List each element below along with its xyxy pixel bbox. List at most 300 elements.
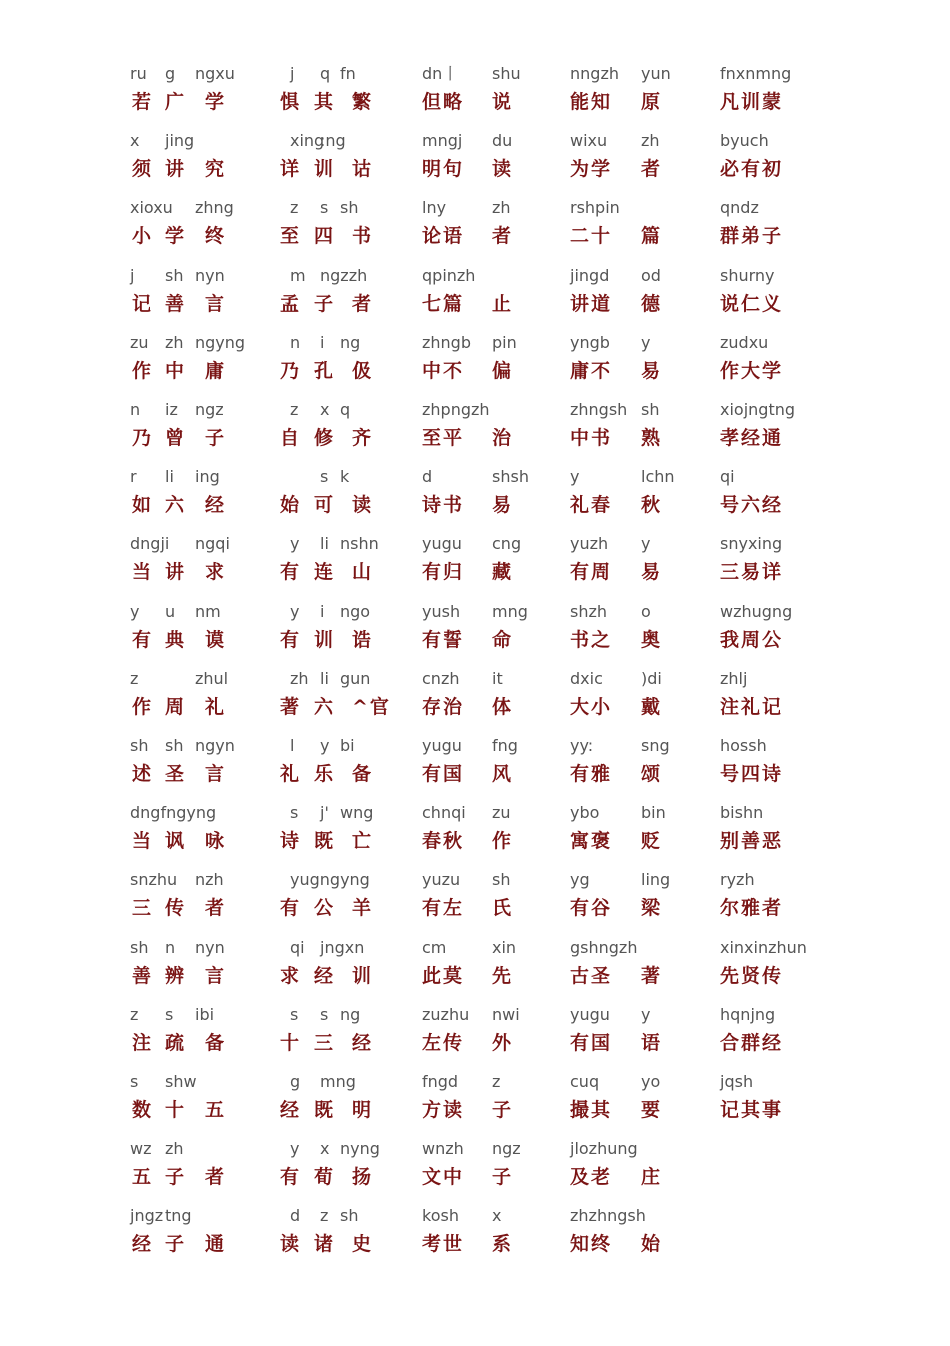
pinyin-text: sh — [130, 937, 149, 957]
hanzi-text: 大小 — [570, 695, 613, 718]
verse-row — [0, 400, 950, 467]
pinyin-text: jngz — [130, 1206, 164, 1226]
pinyin-text: ibi — [195, 1004, 215, 1024]
hanzi-text: 至平 — [422, 427, 465, 449]
pinyin-text: z — [290, 400, 299, 419]
pinyin-text: ling — [641, 870, 671, 890]
hanzi-text: 子 — [492, 1166, 514, 1189]
verse-row — [0, 938, 950, 1005]
hanzi-text: 易 — [641, 359, 663, 382]
hanzi-text: 公 — [314, 897, 336, 920]
pinyin-text: li — [320, 668, 329, 688]
verse-row — [0, 198, 950, 265]
hanzi-text: 讽 — [165, 830, 187, 853]
pinyin-text: fnxnmng — [720, 64, 792, 83]
hanzi-text: 别善恶 — [720, 830, 784, 853]
hanzi-text: 作 — [132, 359, 154, 382]
hanzi-text: 疏 — [165, 1031, 187, 1054]
pinyin-text: cnzh — [422, 668, 460, 688]
pinyin-text: s — [290, 1004, 299, 1024]
hanzi-text: 及老 — [570, 1166, 613, 1189]
hanzi-text: 考世 — [422, 1233, 465, 1256]
pinyin-text: yugu — [570, 1004, 610, 1024]
hanzi-text: 有国 — [422, 763, 465, 785]
hanzi-text: 凡训蒙 — [720, 91, 784, 113]
hanzi-text: 合群经 — [720, 1031, 784, 1054]
pinyin-text: y — [641, 534, 651, 554]
pinyin-text: wnzh — [422, 1139, 464, 1159]
hanzi-text: 作 — [492, 830, 514, 853]
hanzi-text: 善 — [132, 964, 154, 987]
pinyin-text: wz — [130, 1139, 152, 1159]
pinyin-text: mngj — [422, 131, 463, 151]
hanzi-text: 训 — [314, 628, 336, 651]
pinyin-text: dngfngyng — [130, 803, 217, 823]
pinyin-text: z — [492, 1072, 501, 1091]
hanzi-text: 圣 — [165, 763, 187, 785]
pinyin-text: ng — [340, 332, 361, 352]
pinyin-text: mng — [492, 601, 528, 621]
hanzi-text: 知终 — [570, 1233, 613, 1256]
pinyin-text: z — [320, 1206, 329, 1226]
pinyin-text: cm — [422, 937, 447, 957]
pinyin-text: yy: — [570, 736, 594, 755]
pinyin-text: bi — [340, 736, 355, 755]
hanzi-text: 山 — [352, 561, 374, 584]
pinyin-text: sh — [641, 400, 660, 419]
pinyin-text: wzhugng — [720, 601, 793, 621]
hanzi-text: 古圣 — [570, 964, 613, 987]
pinyin-text: gshngzh — [570, 937, 638, 957]
hanzi-text: 备 — [352, 763, 374, 785]
hanzi-text: 经 — [314, 964, 336, 987]
pinyin-text: y — [641, 1004, 651, 1024]
verse-row — [0, 266, 950, 333]
hanzi-text: 诰 — [352, 628, 374, 651]
verse-row — [0, 1206, 950, 1273]
pinyin-text: y — [290, 1139, 300, 1159]
hanzi-text: 庸 — [205, 359, 227, 382]
pinyin-text: xing — [290, 131, 325, 151]
hanzi-text: 伋 — [352, 359, 374, 382]
pinyin-text: l — [290, 736, 295, 755]
hanzi-text: 有 — [280, 561, 302, 584]
hanzi-text: 讲 — [165, 561, 187, 584]
hanzi-text: 通 — [205, 1233, 227, 1256]
hanzi-text: 诗 — [280, 830, 302, 853]
hanzi-text: 方读 — [422, 1099, 465, 1121]
pinyin-text: y — [641, 332, 651, 352]
hanzi-text: 书之 — [570, 628, 613, 651]
pinyin-text: d — [290, 1206, 301, 1226]
pinyin-text: d — [422, 467, 433, 487]
hanzi-text: 孔 — [314, 359, 336, 382]
pinyin-text: s — [320, 198, 329, 218]
pinyin-text: zhlj — [720, 668, 748, 688]
hanzi-text: 命 — [492, 628, 514, 651]
hanzi-text: 辨 — [165, 964, 187, 987]
hanzi-text: 经 — [352, 1031, 374, 1054]
hanzi-text: 曾 — [165, 427, 187, 449]
pinyin-text: zhng — [195, 198, 234, 218]
pinyin-text: shzh — [570, 601, 608, 621]
pinyin-text: hossh — [720, 736, 767, 755]
pinyin-text: wng — [340, 803, 374, 823]
pinyin-text: bin — [641, 803, 666, 823]
hanzi-text: 典 — [165, 628, 187, 651]
pinyin-text: qpinzh — [422, 265, 476, 285]
hanzi-text: 藏 — [492, 561, 514, 584]
verse-row — [0, 669, 950, 736]
hanzi-text: 子 — [314, 292, 336, 315]
hanzi-text: 有 — [132, 628, 154, 651]
pinyin-text: zudxu — [720, 332, 769, 352]
hanzi-text: 记其事 — [720, 1099, 784, 1121]
hanzi-text: 其 — [314, 91, 336, 113]
pinyin-text: ru — [130, 64, 147, 83]
hanzi-text: 数 — [132, 1099, 154, 1121]
hanzi-text: 七篇 — [422, 292, 465, 315]
hanzi-text: 奥 — [641, 628, 663, 651]
pinyin-text: ngxu — [195, 64, 235, 83]
pinyin-text: sng — [641, 736, 670, 755]
hanzi-text: 说 — [492, 91, 514, 113]
pinyin-text: qi — [290, 937, 305, 957]
hanzi-text: 注 — [132, 1031, 154, 1054]
hanzi-text: 诂 — [352, 158, 374, 181]
pinyin-text: snyxing — [720, 534, 783, 554]
hanzi-text: 五 — [132, 1166, 154, 1189]
pinyin-text: byuch — [720, 131, 769, 151]
hanzi-text: 六 — [165, 494, 187, 517]
pinyin-text: iz — [165, 400, 178, 419]
hanzi-text: 有雅 — [570, 763, 613, 785]
pinyin-text: ng — [340, 1004, 361, 1024]
pinyin-text: q — [320, 64, 331, 83]
pinyin-text: nshn — [340, 534, 379, 554]
hanzi-text: 梁 — [641, 897, 663, 920]
pinyin-text: lchn — [641, 467, 675, 487]
pinyin-text: r — [130, 467, 137, 487]
verse-row — [0, 467, 950, 534]
pinyin-text: yuzh — [570, 534, 609, 554]
hanzi-text: 文中 — [422, 1166, 465, 1189]
hanzi-text: 周 — [165, 695, 187, 718]
hanzi-text: 中 — [165, 359, 187, 382]
hanzi-text: 体 — [492, 695, 514, 718]
hanzi-text: 当 — [132, 561, 154, 584]
pinyin-text: yugngyng — [290, 870, 370, 890]
hanzi-text: 当 — [132, 830, 154, 853]
pinyin-text: x — [492, 1206, 502, 1226]
pinyin-text: cuq — [570, 1072, 600, 1091]
hanzi-text: 有誓 — [422, 628, 465, 651]
pinyin-text: zh — [165, 1139, 184, 1159]
hanzi-text: 亡 — [352, 830, 374, 853]
pinyin-text: yugu — [422, 736, 462, 755]
hanzi-text: 春秋 — [422, 830, 465, 853]
pinyin-text: chnqi — [422, 803, 466, 823]
pinyin-text: nngzh — [570, 64, 619, 83]
hanzi-text: 有国 — [570, 1031, 613, 1054]
pinyin-text: x — [320, 400, 330, 419]
hanzi-text: 篇 — [641, 225, 663, 248]
hanzi-text: 明 — [352, 1099, 374, 1121]
pinyin-text: fngd — [422, 1072, 459, 1091]
hanzi-text: 治 — [492, 427, 514, 449]
pinyin-text: li — [320, 534, 329, 554]
pinyin-text: sh — [340, 198, 359, 218]
hanzi-text: 自 — [280, 427, 302, 449]
verse-row — [0, 534, 950, 601]
pinyin-text: s — [130, 1072, 139, 1091]
hanzi-text: 颂 — [641, 763, 663, 785]
pinyin-text: ngz — [492, 1139, 521, 1159]
pinyin-text: i — [320, 332, 325, 352]
pinyin-text: od — [641, 265, 661, 285]
hanzi-text: 诸 — [314, 1233, 336, 1256]
pinyin-text: jqsh — [720, 1072, 754, 1091]
pinyin-text: nwi — [492, 1004, 520, 1024]
pinyin-text: qi — [720, 467, 735, 487]
pinyin-text: nyn — [195, 937, 225, 957]
pinyin-text: sh — [165, 265, 184, 285]
pinyin-text: nyn — [195, 265, 225, 285]
pinyin-text: xinxinzhun — [720, 937, 807, 957]
hanzi-text: 读 — [352, 494, 374, 517]
pinyin-text: zu — [130, 332, 149, 352]
pinyin-text: i — [320, 601, 325, 621]
hanzi-text: 言 — [205, 964, 227, 987]
hanzi-text: 孝经通 — [720, 427, 784, 449]
pinyin-text: g — [165, 64, 176, 83]
pinyin-text: ybo — [570, 803, 600, 823]
pinyin-text: m — [290, 265, 306, 285]
pinyin-text: dn丨 — [422, 64, 459, 83]
pinyin-text: zh — [165, 332, 184, 352]
pinyin-text: n — [130, 400, 141, 419]
hanzi-text: 先贤传 — [720, 964, 784, 987]
pinyin-text: ryzh — [720, 870, 755, 890]
hanzi-text: 为学 — [570, 158, 613, 181]
hanzi-text: 偏 — [492, 359, 514, 382]
hanzi-text: 著 — [641, 964, 663, 987]
pinyin-text: xin — [492, 937, 517, 957]
verse-row — [0, 333, 950, 400]
hanzi-text: 读 — [280, 1233, 302, 1256]
pinyin-text: nyng — [340, 1139, 380, 1159]
hanzi-text: 有 — [280, 1166, 302, 1189]
hanzi-text: 能知 — [570, 91, 613, 113]
pinyin-text: rshpin — [570, 198, 620, 218]
hanzi-text: 中书 — [570, 427, 613, 449]
hanzi-text: 如 — [132, 494, 154, 517]
pinyin-text: yo — [641, 1072, 661, 1091]
pinyin-text: qndz — [720, 198, 759, 218]
hanzi-text: 要 — [641, 1099, 663, 1121]
pinyin-text: u — [165, 601, 176, 621]
hanzi-text: 详 — [280, 158, 302, 181]
pinyin-text: dxic — [570, 668, 603, 688]
pinyin-text: bishn — [720, 803, 764, 823]
pinyin-text: jlozhung — [570, 1139, 638, 1159]
hanzi-text: 熟 — [641, 427, 663, 449]
hanzi-text: 书 — [352, 225, 374, 248]
pinyin-text: zhzhngsh — [570, 1206, 646, 1226]
pinyin-text: ngqi — [195, 534, 230, 554]
pinyin-text: dngji — [130, 534, 170, 554]
pinyin-text: ngyn — [195, 736, 235, 755]
pinyin-text: zuzhu — [422, 1004, 470, 1024]
hanzi-text: 子 — [165, 1233, 187, 1256]
hanzi-text: 三 — [132, 897, 154, 920]
hanzi-text: 训 — [314, 158, 336, 181]
pinyin-text: k — [340, 467, 350, 487]
hanzi-text: 乐 — [314, 763, 336, 785]
hanzi-text: 训 — [352, 964, 374, 987]
pinyin-text: yngb — [570, 332, 610, 352]
hanzi-text: 号六经 — [720, 494, 784, 517]
pinyin-text: y — [130, 601, 140, 621]
hanzi-text: 学 — [205, 91, 227, 113]
pinyin-text: tng — [165, 1206, 192, 1226]
pinyin-text: fng — [492, 736, 518, 755]
hanzi-text: 若 — [132, 91, 154, 113]
hanzi-text: 我周公 — [720, 628, 784, 651]
verse-row — [0, 131, 950, 198]
hanzi-text: 求 — [205, 561, 227, 584]
pinyin-text: zhngb — [422, 332, 471, 352]
pinyin-text: s — [165, 1004, 174, 1024]
hanzi-text: 中不 — [422, 359, 465, 382]
pinyin-text: x — [130, 131, 140, 151]
hanzi-text: 有归 — [422, 561, 465, 584]
pinyin-text: hqnjng — [720, 1004, 776, 1024]
pinyin-text: wixu — [570, 131, 608, 151]
pinyin-text: y — [290, 534, 300, 554]
hanzi-text: 孟 — [280, 292, 302, 315]
hanzi-text: 先 — [492, 964, 514, 987]
pinyin-text: shsh — [492, 467, 529, 487]
hanzi-text: 说仁义 — [720, 292, 784, 315]
hanzi-text: 三易详 — [720, 561, 784, 584]
hanzi-text: 乃 — [280, 359, 302, 382]
pinyin-text: s — [290, 803, 299, 823]
pinyin-text: n — [290, 332, 301, 352]
pinyin-text: nm — [195, 601, 221, 621]
hanzi-text: 乃 — [132, 427, 154, 449]
pinyin-text: y — [320, 736, 330, 755]
hanzi-text: 原 — [641, 91, 663, 113]
pinyin-text: z — [130, 668, 139, 688]
pinyin-text: lny — [422, 198, 447, 218]
hanzi-text: 作大学 — [720, 359, 784, 382]
pinyin-text: n — [165, 937, 176, 957]
hanzi-text: 羊 — [352, 897, 374, 920]
pinyin-text: j — [290, 64, 295, 83]
hanzi-text: 扬 — [352, 1166, 374, 1189]
hanzi-text: 贬 — [641, 830, 663, 853]
pinyin-text: zhpngzh — [422, 400, 490, 419]
pinyin-text: z — [130, 1004, 139, 1024]
hanzi-text: 有 — [280, 628, 302, 651]
hanzi-text: 注礼记 — [720, 695, 784, 718]
pinyin-text: sh — [130, 736, 149, 755]
hanzi-text: 子 — [205, 427, 227, 449]
hanzi-text: 撮其 — [570, 1099, 613, 1121]
hanzi-text: 述 — [132, 763, 154, 785]
pinyin-text: zh — [641, 131, 660, 151]
hanzi-text: 礼春 — [570, 494, 613, 517]
hanzi-text: 庄 — [641, 1166, 663, 1189]
pinyin-text: y — [290, 601, 300, 621]
hanzi-text: 易 — [641, 561, 663, 584]
hanzi-text: 此莫 — [422, 964, 465, 987]
pinyin-text: zh — [492, 198, 511, 218]
hanzi-text: 善 — [165, 292, 187, 315]
hanzi-text: 止 — [492, 292, 514, 315]
hanzi-text: 始 — [280, 494, 302, 517]
hanzi-text: 连 — [314, 561, 336, 584]
hanzi-text: 既 — [314, 830, 336, 853]
pinyin-text: y — [570, 467, 580, 487]
pinyin-text: snzhu — [130, 870, 178, 890]
pinyin-text: sh — [165, 736, 184, 755]
pinyin-text: ngz — [195, 400, 224, 419]
hanzi-text: 三 — [314, 1031, 336, 1054]
hanzi-text: 咏 — [205, 830, 227, 853]
hanzi-text: 风 — [492, 763, 514, 785]
hanzi-text: 谟 — [205, 628, 227, 651]
hanzi-text: 二十 — [570, 225, 613, 248]
pinyin-text: shurny — [720, 265, 775, 285]
pinyin-text: q — [340, 400, 351, 419]
hanzi-text: 尔雅者 — [720, 897, 784, 920]
pinyin-text: jngxn — [320, 937, 365, 957]
hanzi-text: 庸不 — [570, 359, 613, 382]
hanzi-text: 语 — [641, 1031, 663, 1054]
pinyin-text: ngzzh — [320, 265, 368, 285]
hanzi-text: 作 — [132, 695, 154, 718]
pinyin-text: o — [641, 601, 651, 621]
hanzi-text: 外 — [492, 1031, 514, 1054]
pinyin-text: yuzu — [422, 870, 461, 890]
pinyin-text: s — [320, 467, 329, 487]
pinyin-text: pin — [492, 332, 517, 352]
hanzi-text: 讲道 — [570, 292, 613, 315]
verse-row — [0, 1072, 950, 1139]
hanzi-text: 十 — [280, 1031, 302, 1054]
hanzi-text: 子 — [165, 1166, 187, 1189]
hanzi-text: 有周 — [570, 561, 613, 584]
pinyin-text: zh — [290, 668, 309, 688]
hanzi-text: 五 — [205, 1099, 227, 1121]
hanzi-text: 系 — [492, 1233, 514, 1256]
hanzi-text: 明句 — [422, 158, 465, 181]
hanzi-text: 有 — [280, 897, 302, 920]
hanzi-text: 经 — [205, 494, 227, 517]
pinyin-text: xioxu — [130, 198, 173, 218]
pinyin-text: sh — [340, 1206, 359, 1226]
pinyin-text: kosh — [422, 1206, 459, 1226]
hanzi-text: 经 — [132, 1233, 154, 1256]
pinyin-text: yush — [422, 601, 461, 621]
hanzi-text: 荀 — [314, 1166, 336, 1189]
pinyin-text: ing — [195, 467, 220, 487]
verse-row — [0, 736, 950, 803]
hanzi-text: 六 — [314, 695, 336, 718]
hanzi-text: 言 — [205, 292, 227, 315]
